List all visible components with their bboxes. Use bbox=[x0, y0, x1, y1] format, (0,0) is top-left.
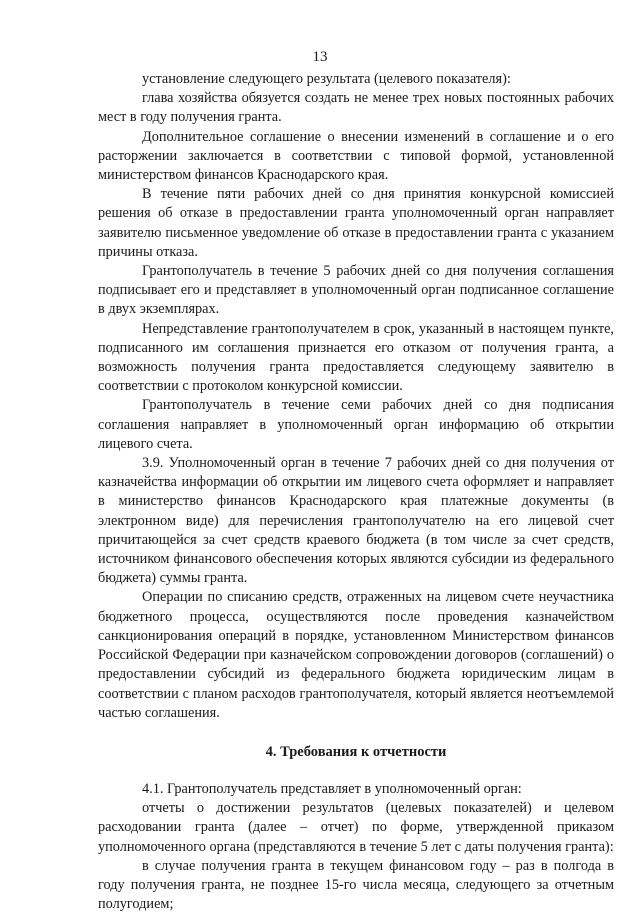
section-heading: 4. Требования к отчетности bbox=[265, 743, 447, 760]
paragraph: Непредставление грантополучателем в срок, указанный в настоящем пункте, подписанного им соглашения признается его отказом от получения гранта, а возможность получения гранта предоставляется следующему заявителю в соответствии с протоколом конкурсной комиссии. bbox=[98, 320, 614, 395]
paragraph: В течение пяти рабочих дней со дня принятия конкурсной комиссией решения об отказе в предоставлении гранта уполномоченный орган направляет заявителю письменное уведомление об отказе в предоставлении гранта с указанием причины отказа. bbox=[98, 186, 614, 260]
paragraph: в случае получения гранта в текущем финансовом году – раз в полгода в году получения гранта, не позднее 15-го числа месяца, следующего за отчетным полугодием; bbox=[98, 857, 614, 913]
paragraph: 4.1. Грантополучатель представляет в уполномоченный орган: bbox=[142, 780, 522, 797]
paragraph: Грантополучатель в течение семи рабочих дней со дня подписания соглашения направляет в уполномоченный орган информацию об открытии лицевого счета. bbox=[98, 397, 614, 452]
page-number: 13 bbox=[312, 49, 328, 65]
document-body bbox=[98, 70, 614, 914]
paragraph: Операции по списанию средств, отраженных на лицевом счете неучастника бюджетного процесса, осуществляются после проведения казначейством санкционирования операций в порядке, установленном Министерством финансов Российской Федерации при казначейском сопровождении договоров (соглашений) о предоставлении субсидий из федерального бюджета юридическим лицам в соответствии с планом расходов грантополучателя, который является неотъемлемой частью соглашения. bbox=[98, 589, 614, 721]
paragraph: глава хозяйства обязуется создать не менее трех новых постоянных рабочих мест в году получения гранта. bbox=[98, 90, 614, 126]
paragraph: Дополнительное соглашение о внесении изменений в соглашение и о его расторжении заключается в соответствии с типовой формой, установленной министерством финансов Краснодарского края. bbox=[98, 128, 614, 184]
paragraph: отчеты о достижении результатов (целевых показателей) и целевом расходовании гранта (далее – отчет) по форме, утвержденной приказом уполномоченного органа (представляются в течение 5 лет с даты получения гранта): bbox=[98, 800, 614, 855]
paragraph: Грантополучатель в течение 5 рабочих дней со дня получения соглашения подписывает его и представляет в уполномоченный орган подписанное соглашение в двух экземплярах. bbox=[98, 263, 614, 318]
paragraph: 3.9. Уполномоченный орган в течение 7 рабочих дней со дня получения от казначейства информации об открытии им лицевого счета оформляет и направляет в министерство финансов Краснодарского края платежные документы (в электронном виде) для перечисления грантополучателю на его лицевой счет причитающейся за счет средств краевого бюджета (в том числе за счет средств, источником финансового обеспечения которых являются субсидии из федерального бюджета) суммы гранта. bbox=[98, 455, 614, 587]
paragraph: установление следующего результата (целевого показателя): bbox=[142, 71, 511, 87]
